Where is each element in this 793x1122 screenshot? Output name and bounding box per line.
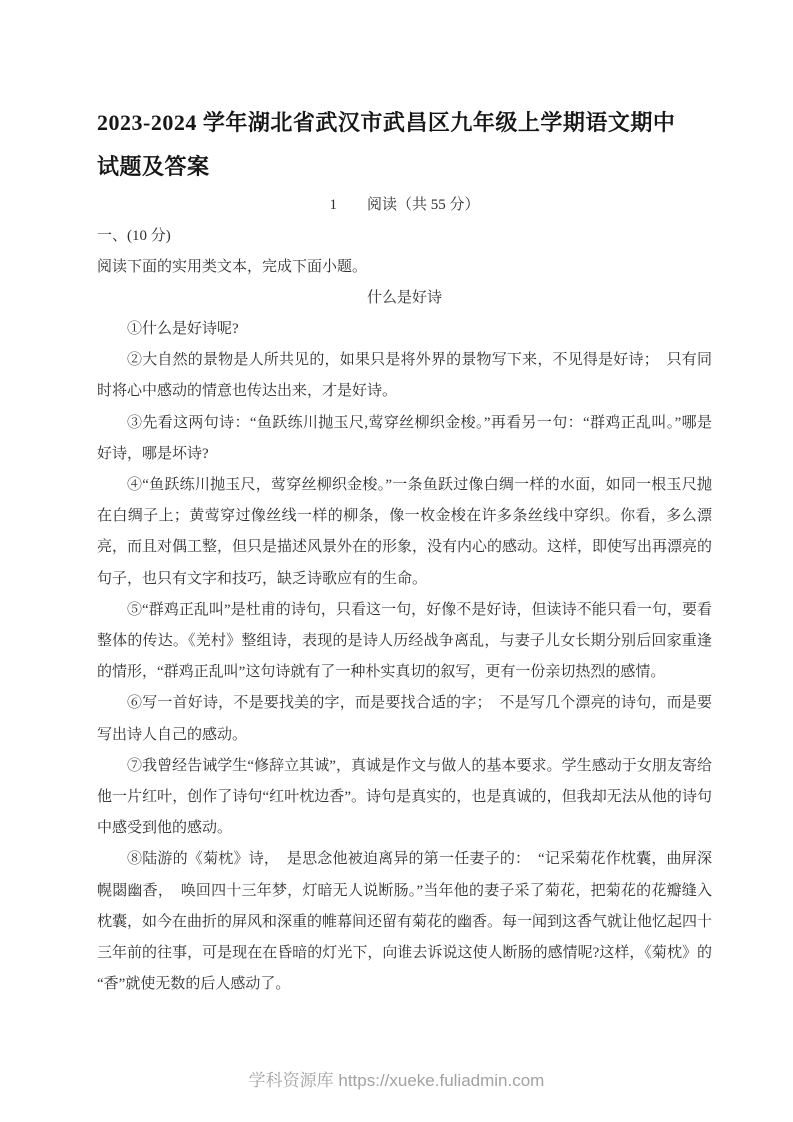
part-label: 一、(10 分) (97, 228, 171, 244)
article-paragraph-6: ⑥写一首好诗，不是要找美的字，而是要找合适的字； 不是写几个漂亮的诗句，而是要写出诗人自己的感动。 (97, 695, 712, 743)
article-paragraph-8: ⑧陆游的《菊枕》诗， 是思念他被迫离异的第一任妻子的： “记采菊花作枕囊，曲屏深幌閟幽香， 唤回四十三年梦，灯暗无人说断肠。”当年他的妻子采了菊花，把菊花的花瓣缝入枕囊，如今在曲折的屏风和深重的帷幕间还留有菊花的幽香。每一闻到这香气就让他忆起四十三年前的往事，可是现在在昏暗的灯光下，向谁去诉说这使人断肠的感情呢?这样，《菊枕》的“香”就使无数的后人感动了。 (97, 851, 713, 993)
article-paragraph-4: ④“鱼跃练川抛玉尺，莺穿丝柳织金梭。”一条鱼跃过像白绸一样的水面，如同一根玉尺抛在白绸子上；黄莺穿过像丝线一样的柳条，像一枚金梭在许多条丝线中穿织。你看，多么漂亮，而且对偶工整，但只是描述风景外在的形象，没有内心的感动。这样，即使写出再漂亮的句子，也只有文字和技巧，缺乏诗歌应有的生命。 (97, 477, 713, 587)
section-heading-reading: 1 阅读（共 55 分） (329, 197, 480, 213)
footer-watermark-text: 学科资源库 https://xueke.fuliadmin.com (248, 1071, 545, 1090)
document-title (97, 101, 712, 189)
instruction-text: 阅读下面的实用类文本，完成下面小题。 (97, 259, 368, 275)
document-title-line2: 试题及答案 (97, 154, 210, 179)
document-title-line1: 2023-2024 学年湖北省武汉市武昌区九年级上学期语文期中 (97, 110, 676, 135)
article-title: 什么是好诗 (366, 290, 442, 306)
page-footer (0, 1066, 793, 1091)
article-paragraph-1: ①什么是好诗呢? (127, 321, 239, 337)
article-paragraph-3: ③先看这两句诗：“鱼跃练川抛玉尺,莺穿丝柳织金梭。”再看另一句：“群鸡正乱叫。”哪是好诗，哪是坏诗? (97, 414, 712, 462)
article-paragraph-2: ②大自然的景物是人所共见的，如果只是将外界的景物写下来，不见得是好诗； 只有同时将心中感动的情意也传达出来，才是好诗。 (97, 352, 712, 400)
article-paragraph-5: ⑤“群鸡正乱叫”是杜甫的诗句，只看这一句，好像不是好诗，但读诗不能只看一句，要看整体的传达。《羌村》整组诗，表现的是诗人历经战争离乱，与妻子儿女长期分别后回家重逢的情形，“群鸡正乱叫”这句诗就有了一种朴实真切的叙写，更有一份亲切热烈的感情。 (97, 601, 712, 681)
article-paragraph-7: ⑦我曾经告诫学生“修辞立其诚”，真诚是作文与做人的基本要求。学生感动于女朋友寄给他一片红叶，创作了诗句“红叶枕边香”。诗句是真实的，也是真诚的，但我却无法从他的诗句中感受到他的感动。 (97, 757, 712, 837)
